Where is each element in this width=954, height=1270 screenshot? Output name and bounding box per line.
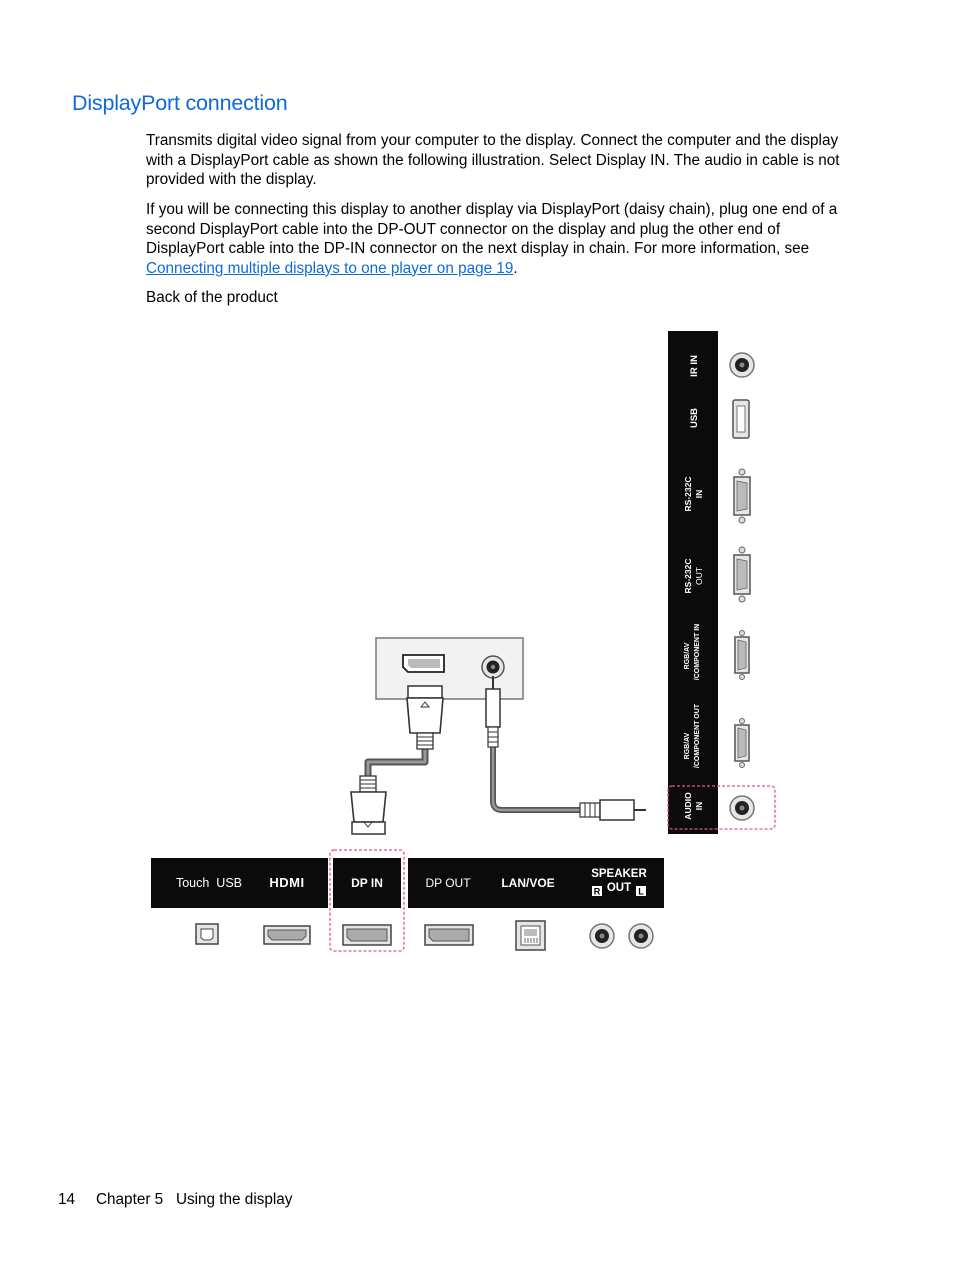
dp-in-port-icon <box>343 925 391 945</box>
rs232c-out-port-icon <box>734 547 750 602</box>
rs232c-in-label-2: IN <box>694 489 704 499</box>
chapter-label: Chapter 5 <box>96 1191 164 1208</box>
computer-audio-jack-icon <box>482 656 504 678</box>
audio-plug-side-icon <box>580 800 646 820</box>
dp-in-label: DP IN <box>351 876 383 890</box>
displayport-cable <box>351 686 443 834</box>
bottom-port-panel <box>151 850 664 951</box>
section-heading: DisplayPort connection <box>72 91 288 115</box>
hdmi-label: HDMI <box>269 875 305 890</box>
speaker-l-jack-icon <box>629 924 653 948</box>
computer-source-box <box>376 638 523 699</box>
usb-label: USB <box>689 407 700 429</box>
usb-port-icon <box>733 400 749 438</box>
rs232c-in-label-1: RS-232C <box>683 476 693 512</box>
side-panel-bar <box>668 331 718 834</box>
displayport-plug-bottom-icon <box>351 776 386 834</box>
lan-voe-label: LAN/VOE <box>501 876 555 890</box>
ir-in-jack-icon <box>730 353 754 377</box>
rgb-out-label-2: /COMPONENT OUT <box>694 703 701 769</box>
lan-port-icon <box>516 921 545 950</box>
speaker-out-label: OUT <box>606 882 632 894</box>
rgb-in-label-1: RGB/AV <box>684 642 691 670</box>
speaker-label: SPEAKER <box>591 868 647 880</box>
rgb-in-label-2: /COMPONENT IN <box>694 623 701 681</box>
intro-paragraph: Transmits digital video signal from your computer to the display. Connect the computer and the display with a DisplayPort cable as shown the following illustration. Select Display IN. The audio in cable is not provided with the display. <box>146 132 840 189</box>
rgb-component-out-port-icon <box>735 719 749 768</box>
rs232c-out-label-1: RS-232C <box>683 558 693 594</box>
audio-in-jack-icon <box>730 796 754 820</box>
figure-caption: Back of the product <box>146 289 278 306</box>
daisy-chain-paragraph <box>146 200 862 278</box>
daisy-chain-text: If you will be connecting this display to another display via DisplayPort (daisy chain), plug one end of a second DisplayPort cable into the DP-OUT connector on the display and plug the other end of DisplayPort cable into the DP-IN connector on the next display in chain. For more information, see <box>146 201 838 258</box>
rs232c-out-label-2: OUT <box>694 567 704 585</box>
paragraph-end: . <box>513 259 518 277</box>
audio-in-label-2: IN <box>694 801 704 811</box>
audio-in-label-1: AUDIO <box>683 792 693 820</box>
page-number: 14 <box>58 1191 76 1208</box>
rgb-component-in-port-icon <box>735 631 749 680</box>
displayport-plug-top-icon <box>407 686 443 749</box>
dp-out-port-icon <box>425 925 473 945</box>
rs232c-in-port-icon <box>734 469 750 523</box>
rgb-out-label-1: RGB/AV <box>684 732 691 760</box>
ir-in-label: IR IN <box>689 355 700 377</box>
dp-out-label: DP OUT <box>425 876 471 890</box>
multiple-displays-link[interactable]: Connecting multiple displays to one player on page 19 <box>146 259 514 277</box>
speaker-l-label: L <box>638 886 644 897</box>
speaker-r-label: R <box>593 886 601 897</box>
side-port-panel <box>668 331 775 834</box>
back-of-product-illustration <box>146 326 786 956</box>
speaker-r-jack-icon <box>590 924 614 948</box>
computer-displayport-icon <box>403 655 444 672</box>
chapter-title: Using the display <box>175 1191 293 1208</box>
touch-usb-port-icon <box>196 924 218 944</box>
touch-usb-label: Touch USB <box>175 876 243 890</box>
hdmi-port-icon <box>264 926 310 944</box>
page-footer <box>58 1191 292 1209</box>
